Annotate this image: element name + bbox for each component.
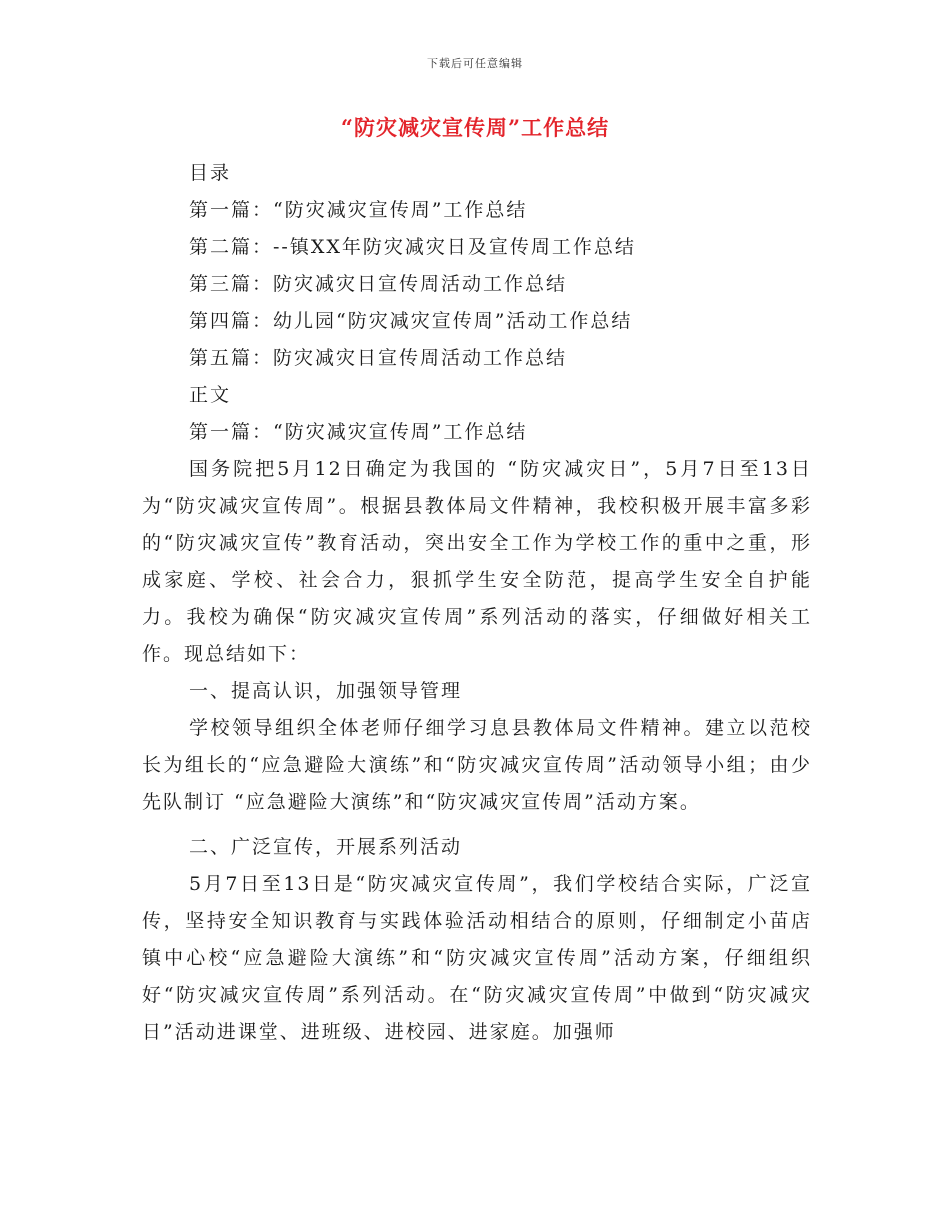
chapter-title: 第一篇：“防灾减灾宣传周”工作总结	[189, 421, 528, 443]
toc-item-3[interactable]: 第三篇：防灾减灾日宣传周活动工作总结	[189, 273, 568, 295]
toc-item-2[interactable]: 第二篇：--镇XX年防灾减灾日及宣传周工作总结	[189, 236, 636, 258]
section-1-paragraph: 学校领导组织全体老师仔细学习息县教体局文件精神。建立以范校长为组长的“应急避险大演练”和“防灾减灾宣传周”活动领导小组；由少先队制订 “应急避险大演练”和“防灾减灾宣传周”活动方案。	[142, 717, 812, 813]
section-1-title: 一、提高认识，加强领导管理	[189, 680, 463, 702]
toc-item-1[interactable]: 第一篇：“防灾减灾宣传周”工作总结	[189, 199, 528, 221]
toc-heading: 目录	[189, 162, 232, 184]
document-body	[142, 155, 812, 1051]
toc-item-4[interactable]: 第四篇：幼儿园“防灾减灾宣传周”活动工作总结	[189, 310, 633, 332]
document-title: “防灾减灾宣传周”工作总结	[340, 115, 610, 140]
section-2-title: 二、广泛宣传，开展系列活动	[189, 836, 463, 858]
main-heading: 正文	[189, 384, 232, 406]
section-2-paragraph: 5月7日至13日是“防灾减灾宣传周”，我们学校结合实际，广泛宣传，坚持安全知识教育与实践体验活动相结合的原则，仔细制定小苗店镇中心校“应急避险大演练”和“防灾减灾宣传周”活动方案，仔细组织好“防灾减灾宣传周”系列活动。在“防灾减灾宣传周”中做到“防灾减灾日”活动进课堂、进班级、进校园、进家庭。加强师	[142, 873, 812, 1043]
toc-item-5[interactable]: 第五篇：防灾减灾日宣传周活动工作总结	[189, 347, 568, 369]
download-note: 下载后可任意编辑	[427, 57, 523, 70]
intro-paragraph: 国务院把5月12日确定为我国的 “防灾减灾日”，5月7日至13日为“防灾减灾宣传周”。根据县教体局文件精神，我校积极开展丰富多彩的“防灾减灾宣传”教育活动，突出安全工作为学校工作的重中之重，形成家庭、学校、社会合力，狠抓学生安全防范，提高学生安全自护能力。我校为确保“防灾减灾宣传周”系列活动的落实，仔细做好相关工作。现总结如下：	[142, 458, 812, 665]
